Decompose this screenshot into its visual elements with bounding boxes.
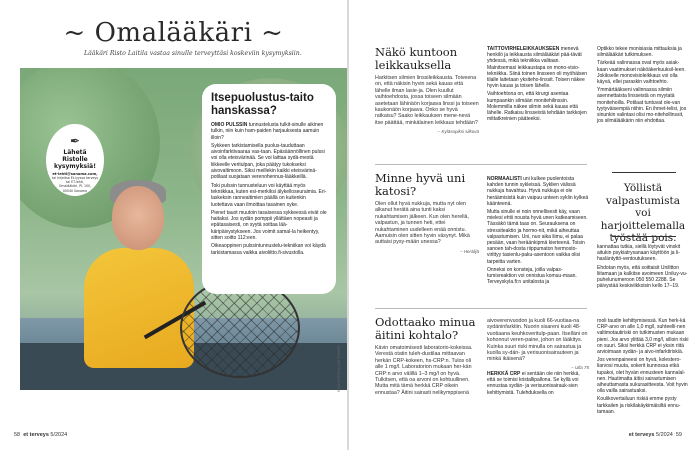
page-number: 58 [14,432,21,438]
left-page [0,0,347,450]
contact-bubble [46,124,104,196]
article3-question: Kävin omatoimisesti laboratorio-kokeissa. Verestä otatin tuleh-dustilaa mittaavan herkän CRP-kokeen, hs-CRP:n. Tulos oli alle 1 mg/l. Laboratorion mukaan her-kän CRP:n arvo välillä 1–3 mg/l on hyvä. Tulkitsen, että oa arvoni on kohtuullinen. Mutta mitä tämä herkkä CRP oikein ennustaa? Äitini sairasti nelikymppisenä [375,345,473,396]
qa-title: Itsepuolustus-taito hanskassa? [211,92,314,117]
answer-paragraph [487,371,589,396]
paragraph-text: uni kulkee puolentoista kahden tunnin sykleissä. Syklien välissä nukkuja havahtuu. Hyvä nukkuja ei ole heräämisistä kuin vaipuu unteen syklin kylkeä käänteenä. [487,176,589,207]
lead-in: TAITTOVIRHELEIKKAUKSEEN [487,46,560,52]
article2-col3 [597,244,689,291]
lead-in: NORMAALISTI [487,176,522,182]
answer-paragraph: Tärkeää valinnassa ovat myös asiak-kaan vaatimukset näköäkerkuuksil-leen. Jokikselle monovisioleikkaus voi olla käyvä, ellei paraskin vaihtoehto. [597,60,686,86]
article1-col3 [597,46,689,126]
article3-col3 [597,318,689,417]
pull-quote-rule-bottom [612,236,676,237]
right-page [349,0,696,450]
section-divider [375,308,587,309]
pull-quote: Yöllistä valpastumista voi harjoittelemalla työstää pois. [600,182,686,244]
issue-number: 5/2024 [50,432,68,438]
article3-col2 [487,318,589,398]
article3-question-cont: aivoverenvuodon ja kuoli 66-vuotiaa-na sydäninfarktiin. Nuorin sisareni kuoli 48-vuotiaana keuhkoveritulp-paan. Itselläni on kohonnut veren-paine, johon on lääkitys. Kuinka suuri riski minulla on sairastua ja kuolla sy-dän- ja verisuonisairauteen ja minkä ikäisenä? [487,318,588,363]
article2-col1 [375,172,479,255]
section-divider [375,164,587,165]
lead-in: OMIO PULSSIN [211,122,248,128]
photo-credit: KUVA KRISTIINA KONTIONIEMI [337,345,341,392]
article3-col1 [375,316,479,399]
answer-paragraph: rooli taudin kehittymisessä. Kun herk-kä CRP-arvo on alle 1,0 mg/l, suhteelli-nen valtimotautiriski on tutkimusten mukaan pieni. Jos arvo ylittää 3,0 mg/l, silloin riski on suuri. Siksi herkkä CRP ei yksin riitä arvioimaan sydän- ja aivo-infarktiriskiä. [597,318,689,356]
article1-col2 [487,46,589,124]
qa-paragraph [211,122,327,141]
answer-paragraph: Optikko tekee monisiasia mittauksia ja silmälääkäri tutkimuksen. [597,46,682,59]
article3-signature: – Ulla 75 [571,364,589,370]
folio-left [14,432,67,438]
article1-col1 [375,46,479,135]
contact-email: et-lehti@sanoma.com, [52,172,98,176]
qa-paragraph: Toki pulssin tunnusteluun voi käyttää myös tekniikkaa, kuten esi-merkiksi älykelloseuraimia. Eri-laskeksin ranneaitimien päällä on kuitenkin luotettava vaan ilmoittaa tasainen syke. [211,182,327,208]
page-headline: ~ Omalääkäri ~ [63,18,284,48]
page-subhead: Lääkäri Risto Laitila vastaa sinulle terveyttäsi koskeviin kysymyksiin. [84,50,302,57]
qa-box-pulse [202,84,336,294]
article1-signature: – Kyläsopiksi silkovä [437,129,479,135]
pen-icon: ✒ [69,134,81,148]
article2-signature: – Herälijä [459,248,479,254]
paragraph-text: menevä henkilö ja leikkausta silmälääkäri pää-tävät yhdessä, mikä tekniikka valitaan. Mainitsemasi leikkaustapa on mono-visio-tekniikka. Siinä toinen linsseen oli myöhäisen tilalle laitetaan yksiteho-linssit. Toisen näkee hyvin kauas ja toisen lähelle. [487,46,588,90]
answer-paragraph: Koulikovertailuun riskiä emme pysty tarkkailen ja riskilakäykimäisiltä ennu-tamaan. [597,396,681,415]
answer-paragraph: Onneksi on konsteja, joilla valpas-tumisreaktion voi onnistua komuu-maan. Terveyskyla.fi:n unitalosta ja [487,266,577,286]
paragraph-text: tunnustelusta tulkit-sinulle aikinen tulkin, niin kuin ham-paiden harjauksesta aamuin illoin? [211,122,324,141]
article2-question: Olen ollut hyvä nukkuja, mutta nyt olen alkanut herätä aina tunti kaksi nukahtamisen jälkeen. Kun olen herellä, valpastun, ja tunnen heti, ettei nukahtaminen uudelleen enää onnistu. Aamuisin olen sitten hyvin väsynyt. Mikä auttaisi pysy-mään unessa? [375,201,470,246]
magazine-name: et terveys [23,432,49,438]
contact-address-line: Omalääkäri, PL 100, [58,184,92,189]
qa-paragraph: Oikeaoppinen pulssintunnustelu-tekniikan voi käydä tarkistamassa vaikka aivoliitto.fi-sivustolla. [211,243,326,256]
answer-paragraph: Ehdotan myös, että soittaisit Unilitton liitamaan ja kalkitse avoimeen Uniluy-vu-puhelunumeroon 050 550 2288. Se päivystää keskiviikkoisin kello 17–19. [597,264,688,290]
contact-address-line: 00040 Sanoma [62,188,88,193]
page-number: 59 [675,432,682,438]
photo-person-shirt [84,248,194,368]
magazine-name: et terveys [628,432,655,438]
lead-in: HERKKÄ CRP [487,371,521,378]
qa-paragraph: Sykkeen tarkistamisella puolus-tauduttaan aivoinfarktivaaraa vas-taan. Epäsäännöllinen pulssi voi olla eteisvärinää. Se voi laittaa sydä-mestä liikkeelle veritulpan, joka päätyy tukokseksi aivovaltimoon. Siksi meillekin kaikki eteisvärinä-potilaat suojataan verenohennus-lääkkeillä. [211,142,325,181]
contact-title: Lähetä Ristolle kysymyksiä! [54,149,96,170]
contact-address-line: tai ET-lehti, [66,180,84,185]
answer-paragraph: Mutta sinulle ei noin onnellisesti käy, vaan mielesi ehtii nousta hyvä unen katkeamiseen. Tässäkö tämä taas on. Seurauksena on stressiteaktio ja hormo-nit, mikä aiheuttaa valpastumisen. Uni, nuo aika liimu, ei palaa pesään, vaan heräänkipmä kierteenä. Toisin sanoen tah-dosta riippumaton hermosto-virittyy tasienlu-paku-asentoon vaikka olisi tarpeitta varten. [487,209,588,265]
answer-paragraph: Ymmärtääkseni valinnassa silmiin asennettaista linsseistä on myytatä monitehoilla. Potilaat tuntuvat ole-van tyytyväisempiä niihin. En ihmet-telisi, jos sinunkin valintasi olisi mo-nitehollinssit, jos silmälääkärin niin ehdottaa. [597,87,687,125]
answer-paragraph [487,176,589,207]
answer-paragraph: Vaihtoehtona on, että kirurgi asentaa kumpaankin silmään monitehilinssin. Molemmilla näkee silmin sekä kauas että lähelle. Ratkaisu linsseistä tehdään tarkkojen mittatkreinien pääteeksi. [487,91,587,123]
pull-quote-rule-top [612,172,676,173]
answer-paragraph: kannattaa tutkia, siellä löytyvät vinskit aitukin psykiatrysanaan käyttöön ja li-hasläntyttö-ventoutukseen. [597,244,681,263]
article3-title: Odottaako minua äitini kohtalo? [375,315,476,342]
folio-right [629,432,682,438]
qa-paragraph: Pienet tauot muutoin tasaisessa sykkeessä eivät ole haitaksi. Jos sydän pomppii yllättäen nopeasti ja epätasaisesti, on syytä soittaa lää-käripäivystykseen. Jos voimit samal-la heikentyy, sitten soitto 112:een. [211,209,327,242]
answer-paragraph [487,46,589,89]
issue-number: 5/2024 [655,432,673,438]
photo-person-face [112,186,164,250]
article1-title: Näkö kuntoon leikkauksella [375,45,458,72]
contact-address-line: tai kirjeitse Et-lyyssa terveys [51,176,99,180]
article1-question: Harkitsen silmien linssileikkausta. Toiveena on, että näkisin hyvin sekä kauas että lähelle ilman lasie-ja. Olen kuullut vaihtoehdosta, jossa toiseen silmään asetetaan lähinäön korjaava linssi ja toiseen kaukonäön korjaava. Onko se hyvä ratkaisu? Saako leikkauksen mene-nevä itse päättää, minkälainen leikkaus tehdään? [375,75,479,126]
article2-col2 [487,176,589,287]
paragraph-text: ei sentään ole niin herkkä, että se toimisi kristallipallona. Se kyllä voi ennustaa sydän- ja verisuonisairauk-sien kehittymistä. Tulehduksella on [487,371,580,396]
answer-paragraph: Jos verenpaineesi on hyvä, kolestero-liarvosi muuta, sokerit kunnossa etkä tupakoi, olet hyvän ennusteen kannalal-nen. Hautimatta äitisi sairastumisen aiheuttamasta sukurasitteesta. Voit hyvin olla vailla sairastuaksi. [597,357,688,395]
article2-title: Minne hyvä uni katosi? [375,171,466,198]
